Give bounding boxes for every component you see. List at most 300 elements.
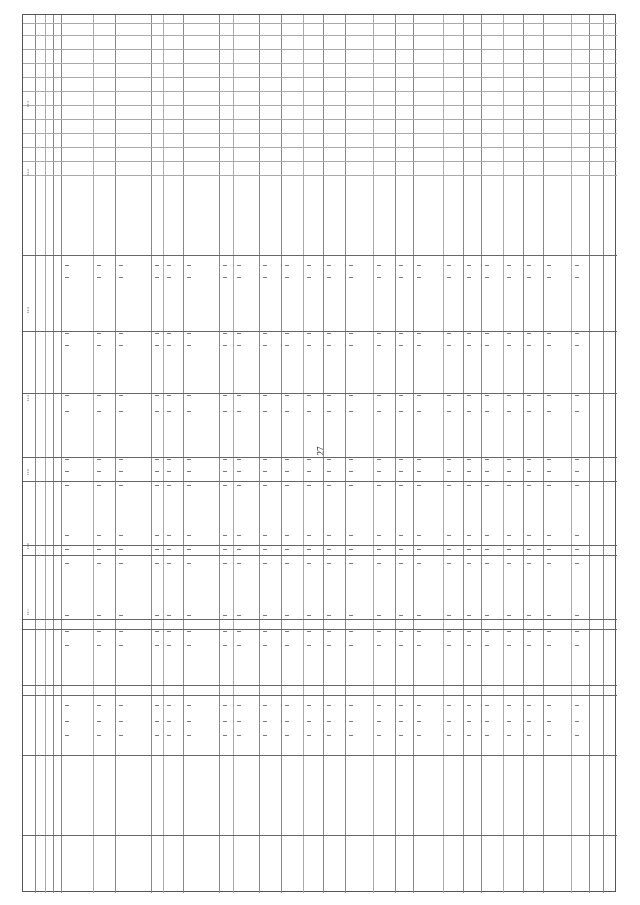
cell-value-mark (263, 631, 267, 632)
cell-value-mark (527, 705, 531, 706)
cell-value-mark (485, 631, 489, 632)
cell-value-mark (547, 705, 551, 706)
cell-value-mark (467, 631, 471, 632)
cell-value-mark (167, 459, 171, 460)
cell-value-mark (327, 459, 331, 460)
cell-value-mark (237, 277, 241, 278)
cell-value-mark (237, 615, 241, 616)
cell-value-mark (65, 735, 69, 736)
cell-value-mark (527, 631, 531, 632)
cell-value-mark (119, 535, 123, 536)
cell-value-mark (285, 735, 289, 736)
cell-value-mark (187, 721, 191, 722)
record-rule (23, 685, 617, 686)
header-row-rule (23, 119, 617, 120)
cell-value-mark (547, 563, 551, 564)
record-rule (23, 555, 617, 556)
cell-value-mark (97, 265, 101, 266)
cell-value-mark (237, 395, 241, 396)
cell-value-mark (167, 721, 171, 722)
cell-value-mark (485, 333, 489, 334)
table-header (23, 15, 615, 175)
cell-value-mark (467, 333, 471, 334)
cell-value-mark (349, 265, 353, 266)
cell-value-mark (65, 277, 69, 278)
cell-value-mark (65, 345, 69, 346)
cell-value-mark (155, 485, 159, 486)
cell-value-mark (97, 549, 101, 550)
header-row-rule (23, 63, 617, 64)
cell-value-mark (507, 615, 511, 616)
cell-value-mark (485, 549, 489, 550)
cell-value-mark (399, 471, 403, 472)
cell-value-mark (507, 395, 511, 396)
cell-value-mark (263, 265, 267, 266)
cell-value-mark (65, 721, 69, 722)
cell-value-mark (417, 563, 421, 564)
cell-value-mark (65, 265, 69, 266)
cell-value-mark (527, 615, 531, 616)
record-rule (23, 545, 617, 546)
cell-value-mark (547, 735, 551, 736)
cell-value-mark (447, 735, 451, 736)
cell-value-mark (237, 549, 241, 550)
cell-value-mark (155, 471, 159, 472)
cell-value-mark (417, 277, 421, 278)
cell-value-mark (417, 485, 421, 486)
cell-value-mark (155, 333, 159, 334)
cell-value-mark (377, 459, 381, 460)
cell-value-mark (307, 563, 311, 564)
cell-value-mark (97, 615, 101, 616)
cell-value-mark (187, 277, 191, 278)
cell-value-mark (119, 549, 123, 550)
cell-value-mark (97, 333, 101, 334)
cell-value-mark (417, 631, 421, 632)
cell-value-mark (349, 345, 353, 346)
cell-value-mark (417, 459, 421, 460)
cell-value-mark (155, 459, 159, 460)
cell-value-mark (507, 563, 511, 564)
cell-value-mark (327, 411, 331, 412)
cell-value-mark (285, 459, 289, 460)
cell-value-mark (447, 277, 451, 278)
cell-value-mark (377, 735, 381, 736)
cell-value-mark (307, 735, 311, 736)
cell-value-mark (527, 549, 531, 550)
cell-value-mark (377, 631, 381, 632)
cell-value-mark (263, 563, 267, 564)
cell-value-mark (155, 411, 159, 412)
cell-value-mark (223, 277, 227, 278)
cell-value-mark (65, 705, 69, 706)
cell-value-mark (167, 563, 171, 564)
cell-value-mark (467, 411, 471, 412)
cell-value-mark (223, 549, 227, 550)
cell-value-mark (447, 265, 451, 266)
cell-value-mark (485, 705, 489, 706)
cell-value-mark (155, 563, 159, 564)
section-code-5: 1.1.5 (27, 469, 30, 475)
cell-value-mark (447, 535, 451, 536)
record-rule (23, 835, 617, 836)
cell-value-mark (485, 615, 489, 616)
cell-value-mark (547, 459, 551, 460)
cell-value-mark (399, 345, 403, 346)
cell-value-mark (507, 485, 511, 486)
cell-value-mark (575, 721, 579, 722)
cell-value-mark (263, 485, 267, 486)
cell-value-mark (467, 277, 471, 278)
cell-value-mark (575, 549, 579, 550)
section-code-6: 1.1.6 (27, 543, 30, 549)
cell-value-mark (575, 265, 579, 266)
cell-value-mark (327, 471, 331, 472)
cell-value-mark (399, 705, 403, 706)
cell-value-mark (119, 705, 123, 706)
cell-value-mark (285, 563, 289, 564)
cell-value-mark (417, 615, 421, 616)
cell-value-mark (447, 345, 451, 346)
cell-value-mark (223, 485, 227, 486)
cell-value-mark (399, 411, 403, 412)
cell-value-mark (263, 535, 267, 536)
cell-value-mark (399, 265, 403, 266)
cell-value-mark (263, 721, 267, 722)
cell-value-mark (155, 277, 159, 278)
cell-value-mark (237, 333, 241, 334)
header-row-rule (23, 23, 617, 24)
cell-value-mark (167, 549, 171, 550)
cell-value-mark (167, 265, 171, 266)
cell-value-mark (399, 615, 403, 616)
cell-value-mark (285, 549, 289, 550)
cell-value-mark (167, 485, 171, 486)
cell-value-mark (527, 411, 531, 412)
cell-value-mark (237, 721, 241, 722)
cell-value-mark (527, 721, 531, 722)
cell-value-mark (307, 345, 311, 346)
cell-value-mark (237, 459, 241, 460)
cell-value-mark (447, 631, 451, 632)
cell-value-mark (349, 395, 353, 396)
cell-value-mark (307, 705, 311, 706)
header-row-rule (23, 161, 617, 162)
cell-value-mark (187, 563, 191, 564)
cell-value-mark (307, 615, 311, 616)
cell-value-mark (547, 265, 551, 266)
cell-value-mark (399, 485, 403, 486)
cell-value-mark (575, 333, 579, 334)
cell-value-mark (467, 549, 471, 550)
cell-value-mark (485, 345, 489, 346)
cell-value-mark (377, 411, 381, 412)
cell-value-mark (119, 345, 123, 346)
cell-value-mark (485, 459, 489, 460)
cell-value-mark (575, 277, 579, 278)
cell-value-mark (575, 563, 579, 564)
cell-value-mark (327, 395, 331, 396)
cell-value-mark (485, 277, 489, 278)
cell-value-mark (575, 471, 579, 472)
cell-value-mark (547, 345, 551, 346)
cell-value-mark (327, 615, 331, 616)
cell-value-mark (223, 563, 227, 564)
cell-value-mark (547, 549, 551, 550)
cell-value-mark (467, 705, 471, 706)
cell-value-mark (417, 549, 421, 550)
cell-value-mark (237, 345, 241, 346)
cell-value-mark (399, 721, 403, 722)
cell-value-mark (417, 645, 421, 646)
cell-value-mark (467, 345, 471, 346)
cell-value-mark (399, 459, 403, 460)
cell-value-mark (187, 333, 191, 334)
cell-value-mark (507, 333, 511, 334)
cell-value-mark (377, 265, 381, 266)
cell-value-mark (167, 645, 171, 646)
cell-value-mark (167, 345, 171, 346)
cell-value-mark (65, 549, 69, 550)
record-rule (23, 457, 617, 458)
cell-value-mark (285, 277, 289, 278)
cell-value-mark (349, 485, 353, 486)
cell-value-mark (223, 705, 227, 706)
cell-value-mark (155, 631, 159, 632)
cell-value-mark (485, 535, 489, 536)
cell-value-mark (223, 535, 227, 536)
record-rule (23, 331, 617, 332)
cell-value-mark (349, 721, 353, 722)
cell-value-mark (447, 333, 451, 334)
cell-value-mark (527, 333, 531, 334)
cell-value-mark (507, 265, 511, 266)
cell-value-mark (527, 395, 531, 396)
cell-value-mark (307, 485, 311, 486)
cell-value-mark (547, 645, 551, 646)
cell-value-mark (327, 485, 331, 486)
cell-value-mark (167, 471, 171, 472)
cell-value-mark (97, 459, 101, 460)
cell-value-mark (119, 721, 123, 722)
cell-value-mark (307, 471, 311, 472)
cell-value-mark (263, 705, 267, 706)
header-row-rule (23, 91, 617, 92)
cell-value-mark (507, 471, 511, 472)
cell-value-mark (417, 735, 421, 736)
cell-value-mark (237, 411, 241, 412)
cell-value-mark (399, 535, 403, 536)
cell-value-mark (507, 549, 511, 550)
cell-value-mark (547, 721, 551, 722)
cell-value-mark (349, 459, 353, 460)
cell-value-mark (119, 615, 123, 616)
cell-value-mark (97, 735, 101, 736)
cell-value-mark (327, 333, 331, 334)
cell-value-mark (285, 265, 289, 266)
cell-value-mark (119, 485, 123, 486)
cell-value-mark (263, 645, 267, 646)
cell-value-mark (187, 411, 191, 412)
cell-value-mark (97, 277, 101, 278)
cell-value-mark (167, 277, 171, 278)
cell-value-mark (485, 721, 489, 722)
cell-value-mark (237, 535, 241, 536)
cell-value-mark (263, 277, 267, 278)
cell-value-mark (349, 333, 353, 334)
cell-value-mark (97, 705, 101, 706)
cell-value-mark (155, 645, 159, 646)
cell-value-mark (97, 721, 101, 722)
cell-value-mark (327, 631, 331, 632)
cell-value-mark (223, 471, 227, 472)
header-row-rule (23, 49, 617, 50)
cell-value-mark (507, 411, 511, 412)
cell-value-mark (467, 459, 471, 460)
cell-value-mark (187, 631, 191, 632)
cell-value-mark (263, 395, 267, 396)
header-row-rule (23, 147, 617, 148)
cell-value-mark (223, 459, 227, 460)
header-row-rule (23, 105, 617, 106)
cell-value-mark (237, 735, 241, 736)
cell-value-mark (447, 411, 451, 412)
cell-value-mark (155, 735, 159, 736)
cell-value-mark (417, 705, 421, 706)
cell-value-mark (119, 395, 123, 396)
cell-value-mark (349, 563, 353, 564)
cell-value-mark (349, 735, 353, 736)
cell-value-mark (575, 411, 579, 412)
cell-value-mark (327, 721, 331, 722)
cell-value-mark (485, 395, 489, 396)
cell-value-mark (547, 485, 551, 486)
cell-value-mark (547, 615, 551, 616)
cell-value-mark (285, 485, 289, 486)
cell-value-mark (377, 345, 381, 346)
cell-value-mark (527, 265, 531, 266)
cell-value-mark (97, 563, 101, 564)
cell-value-mark (119, 459, 123, 460)
cell-value-mark (447, 471, 451, 472)
cell-value-mark (97, 345, 101, 346)
cell-value-mark (187, 395, 191, 396)
cell-value-mark (575, 485, 579, 486)
cell-value-mark (119, 645, 123, 646)
cell-value-mark (187, 459, 191, 460)
cell-value-mark (119, 735, 123, 736)
cell-value-mark (65, 471, 69, 472)
cell-value-mark (349, 411, 353, 412)
cell-value-mark (307, 631, 311, 632)
cell-value-mark (167, 535, 171, 536)
cell-value-mark (65, 645, 69, 646)
cell-value-mark (547, 471, 551, 472)
cell-value-mark (97, 485, 101, 486)
cell-value-mark (527, 563, 531, 564)
cell-value-mark (575, 345, 579, 346)
cell-value-mark (327, 277, 331, 278)
cell-value-mark (65, 615, 69, 616)
cell-value-mark (507, 735, 511, 736)
cell-value-mark (155, 345, 159, 346)
cell-value-mark (547, 395, 551, 396)
record-rule (23, 629, 617, 630)
cell-value-mark (285, 705, 289, 706)
cell-value-mark (399, 631, 403, 632)
cell-value-mark (65, 459, 69, 460)
cell-value-mark (65, 535, 69, 536)
cell-value-mark (377, 645, 381, 646)
cell-value-mark (285, 471, 289, 472)
cell-value-mark (327, 549, 331, 550)
cell-value-mark (349, 471, 353, 472)
cell-value-mark (399, 395, 403, 396)
cell-value-mark (167, 395, 171, 396)
cell-value-mark (167, 333, 171, 334)
cell-value-mark (327, 645, 331, 646)
cell-value-mark (285, 345, 289, 346)
cell-value-mark (167, 735, 171, 736)
cell-value-mark (285, 535, 289, 536)
header-row-rule (23, 133, 617, 134)
cell-value-mark (119, 333, 123, 334)
cell-value-mark (417, 265, 421, 266)
cell-value-mark (575, 735, 579, 736)
cell-value-mark (377, 721, 381, 722)
cell-value-mark (155, 615, 159, 616)
cell-value-mark (307, 265, 311, 266)
cell-value-mark (237, 265, 241, 266)
cell-value-mark (417, 721, 421, 722)
cell-value-mark (547, 535, 551, 536)
cell-value-mark (237, 485, 241, 486)
cell-value-mark (575, 631, 579, 632)
cell-value-mark (377, 471, 381, 472)
cell-value-mark (223, 645, 227, 646)
cell-value-mark (285, 615, 289, 616)
section-code-1: 1.1.1 (27, 101, 30, 107)
cell-value-mark (349, 549, 353, 550)
cell-value-mark (417, 535, 421, 536)
cell-value-mark (467, 485, 471, 486)
cell-value-mark (467, 721, 471, 722)
section-code-4: 1.1.4 (27, 395, 30, 401)
section-code-2: 1.1.2 (27, 169, 30, 175)
cell-value-mark (399, 735, 403, 736)
cell-value-mark (167, 631, 171, 632)
cell-value-mark (447, 645, 451, 646)
cell-value-mark (575, 645, 579, 646)
cell-value-mark (575, 705, 579, 706)
cell-value-mark (97, 395, 101, 396)
cell-value-mark (507, 705, 511, 706)
cell-value-mark (447, 705, 451, 706)
cell-value-mark (237, 705, 241, 706)
cell-value-mark (307, 549, 311, 550)
cell-value-mark (447, 615, 451, 616)
cell-value-mark (547, 411, 551, 412)
cell-value-mark (263, 333, 267, 334)
cell-value-mark (547, 631, 551, 632)
cell-value-mark (285, 631, 289, 632)
cell-value-mark (307, 333, 311, 334)
cell-value-mark (417, 395, 421, 396)
cell-value-mark (223, 333, 227, 334)
cell-value-mark (97, 631, 101, 632)
cell-value-mark (467, 265, 471, 266)
cell-value-mark (285, 721, 289, 722)
